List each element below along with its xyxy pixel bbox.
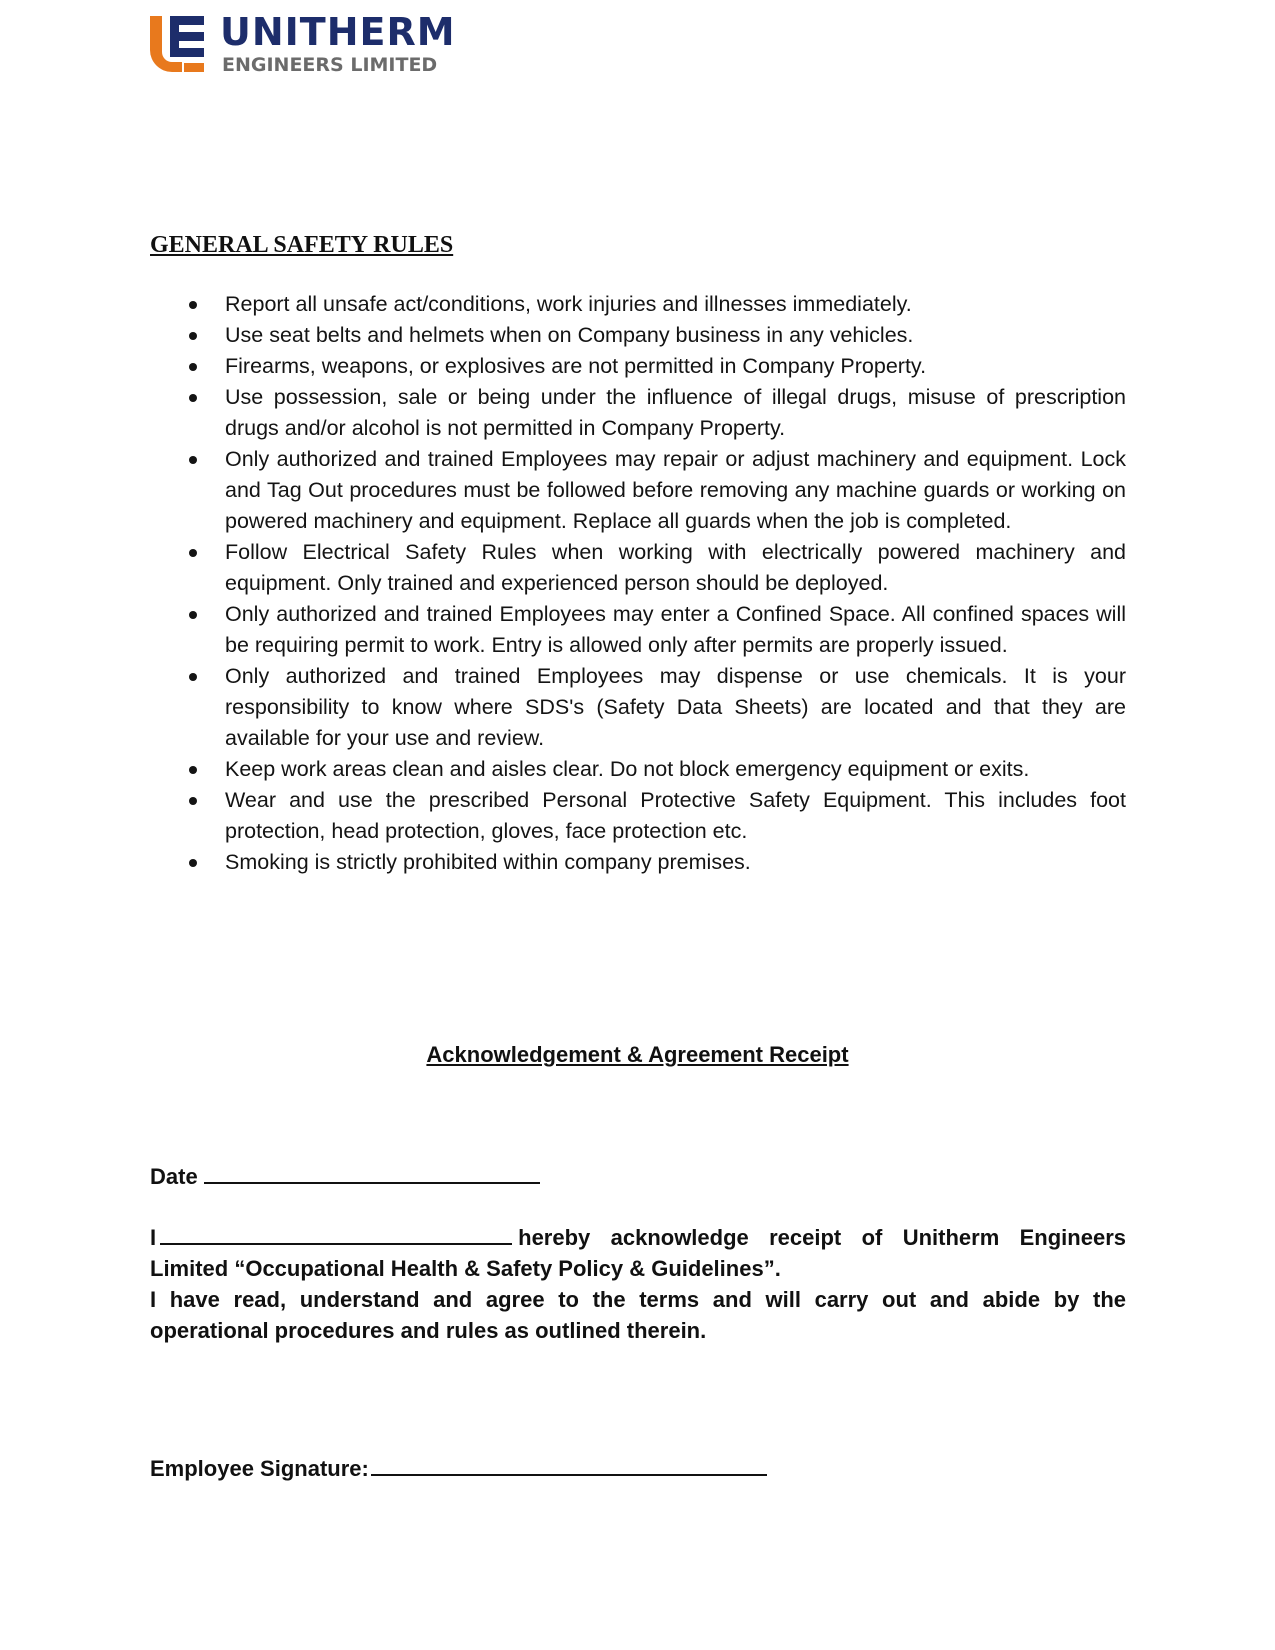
rule-item [150, 537, 1126, 599]
company-logo [148, 12, 468, 76]
name-prefix: I [150, 1225, 157, 1250]
bullet-icon [189, 673, 197, 681]
rule-item [150, 320, 1126, 351]
signature-line [150, 1452, 767, 1484]
rule-text: Only authorized and trained Employees may dispense or use chemicals. It is your responsibility to know where SDS's (Safety Data Sheets) are located and that they are available for your use and review. [225, 664, 1126, 750]
bullet-icon [189, 766, 197, 774]
date-label: Date [150, 1164, 198, 1189]
rules-heading: GENERAL SAFETY RULES [150, 232, 454, 258]
bullet-icon [189, 549, 197, 557]
rule-item [150, 785, 1126, 847]
bullet-icon [189, 363, 197, 371]
rule-item [150, 661, 1126, 754]
unitherm-logo-mark-icon [148, 14, 206, 72]
rule-item [150, 599, 1126, 661]
date-field[interactable] [204, 1160, 540, 1184]
rule-text: Keep work areas clean and aisles clear. Do not block emergency equipment or exits. [225, 757, 1030, 781]
rules-list [150, 289, 1126, 878]
acknowledgement-paragraph [150, 1221, 1126, 1346]
bullet-icon [189, 611, 197, 619]
rule-item [150, 847, 1126, 878]
rule-item [150, 444, 1126, 537]
employee-name-field[interactable] [160, 1221, 512, 1245]
rule-text: Use possession, sale or being under the influence of illegal drugs, misuse of prescription drugs and/or alcohol is not permitted in Company Property. [225, 385, 1126, 440]
logo-subtitle: ENGINEERS LIMITED [222, 54, 438, 76]
signature-label: Employee Signature: [150, 1456, 369, 1481]
agreement-text: I have read, understand and agree to the terms and will carry out and abide by the operational procedures and rules as outlined therein. [150, 1287, 1126, 1343]
acknowledgement-heading: Acknowledgement & Agreement Receipt [426, 1042, 849, 1067]
rule-item [150, 289, 1126, 320]
rule-text: Only authorized and trained Employees may enter a Confined Space. All confined spaces will be requiring permit to work. Entry is allowed only after permits are properly issued. [225, 602, 1126, 657]
rule-text: Wear and use the prescribed Personal Protective Safety Equipment. This includes foot protection, head protection, gloves, face protection etc. [225, 788, 1126, 843]
signature-field[interactable] [371, 1452, 767, 1476]
bullet-icon [189, 301, 197, 309]
receipt-text: hereby acknowledge receipt of Unitherm Engineers Limited “Occupational Health & Safety Policy & Guidelines”. [150, 1225, 1126, 1281]
bullet-icon [189, 394, 197, 402]
bullet-icon [189, 859, 197, 867]
logo-name: UNITHERM [220, 10, 456, 54]
rule-item [150, 754, 1126, 785]
bullet-icon [189, 797, 197, 805]
bullet-icon [189, 456, 197, 464]
rule-text: Use seat belts and helmets when on Company business in any vehicles. [225, 323, 914, 347]
rule-text: Report all unsafe act/conditions, work injuries and illnesses immediately. [225, 292, 912, 316]
rule-text: Firearms, weapons, or explosives are not permitted in Company Property. [225, 354, 927, 378]
rule-text: Follow Electrical Safety Rules when working with electrically powered machinery and equipment. Only trained and experienced person should be deployed. [225, 540, 1126, 595]
rule-item [150, 351, 1126, 382]
rule-text: Only authorized and trained Employees may repair or adjust machinery and equipment. Lock and Tag Out procedures must be followed before removing any machine guards or working on powered machinery and equipment. Replace all guards when the job is completed. [225, 447, 1126, 533]
rule-item [150, 382, 1126, 444]
bullet-icon [189, 332, 197, 340]
rule-text: Smoking is strictly prohibited within company premises. [225, 850, 751, 874]
date-line [150, 1160, 540, 1192]
